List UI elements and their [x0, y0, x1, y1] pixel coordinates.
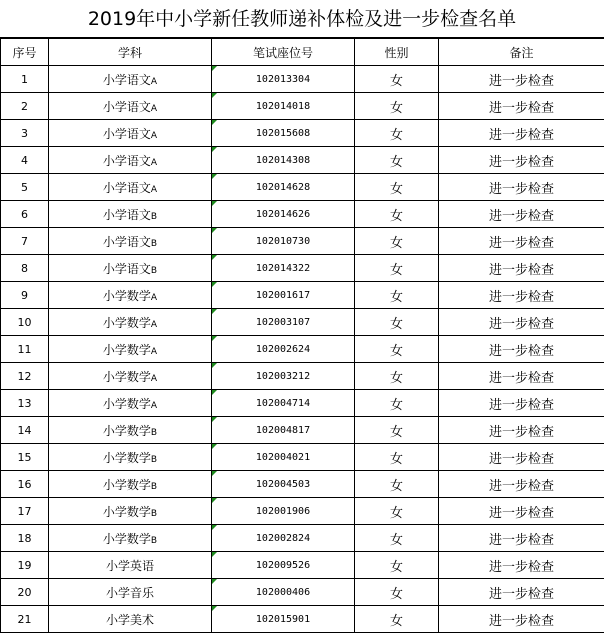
subject-text: 小学语文 [102, 261, 151, 276]
header-subject[interactable]: 学科 [49, 39, 212, 66]
subject-text: 小学美术 [105, 612, 154, 627]
subject-suffix: A [150, 184, 158, 195]
subject-text: 小学数学 [102, 450, 151, 465]
subject-text: 小学语文 [102, 153, 151, 168]
cell-subject[interactable] [49, 228, 212, 255]
cell-note[interactable]: 进一步检查 [439, 120, 604, 147]
cell-no[interactable]: 15 [1, 444, 49, 471]
table-row [1, 525, 604, 552]
table-row [1, 228, 604, 255]
cell-note[interactable]: 进一步检查 [439, 309, 604, 336]
cell-seat[interactable]: 102014628 [212, 174, 355, 201]
subject-suffix: A [150, 292, 158, 303]
subject-text: 小学语文 [102, 207, 151, 222]
cell-seat[interactable]: 102009526 [212, 552, 355, 579]
cell-seat[interactable]: 102014308 [212, 147, 355, 174]
table-row [1, 147, 604, 174]
table-row [1, 444, 604, 471]
header-gender[interactable]: 性别 [355, 39, 439, 66]
cell-seat[interactable]: 102015608 [212, 120, 355, 147]
cell-gender[interactable]: 女 [355, 336, 439, 363]
cell-no[interactable]: 11 [1, 336, 49, 363]
cell-no[interactable]: 7 [1, 228, 49, 255]
table-row [1, 309, 604, 336]
cell-note[interactable]: 进一步检查 [439, 471, 604, 498]
cell-seat[interactable]: 102001617 [212, 282, 355, 309]
cell-note[interactable]: 进一步检查 [439, 552, 604, 579]
subject-text: 小学语文 [102, 126, 151, 141]
table-row [1, 417, 604, 444]
cell-gender[interactable]: 女 [355, 147, 439, 174]
cell-subject[interactable] [49, 579, 212, 606]
subject-text: 小学数学 [102, 531, 151, 546]
cell-no[interactable]: 9 [1, 282, 49, 309]
cell-gender[interactable]: 女 [355, 363, 439, 390]
cell-subject[interactable] [49, 201, 212, 228]
table-row [1, 201, 604, 228]
subject-suffix: A [150, 103, 158, 114]
header-note[interactable]: 备注 [439, 39, 604, 66]
cell-subject[interactable] [49, 525, 212, 552]
cell-gender[interactable]: 女 [355, 174, 439, 201]
cell-seat[interactable]: 102004817 [212, 417, 355, 444]
cell-gender[interactable]: 女 [355, 309, 439, 336]
table-row [1, 336, 604, 363]
cell-gender[interactable]: 女 [355, 255, 439, 282]
cell-no[interactable]: 19 [1, 552, 49, 579]
cell-seat[interactable]: 102014322 [212, 255, 355, 282]
cell-seat[interactable]: 102000406 [212, 579, 355, 606]
table-row [1, 363, 604, 390]
cell-subject[interactable] [49, 282, 212, 309]
cell-gender[interactable]: 女 [355, 201, 439, 228]
subject-text: 小学语文 [102, 99, 151, 114]
cell-gender[interactable]: 女 [355, 552, 439, 579]
table-row [1, 174, 604, 201]
cell-note[interactable]: 进一步检查 [439, 201, 604, 228]
cell-subject[interactable] [49, 336, 212, 363]
cell-no[interactable]: 3 [1, 120, 49, 147]
table-row [1, 93, 604, 120]
cell-gender[interactable]: 女 [355, 93, 439, 120]
cell-gender[interactable]: 女 [355, 471, 439, 498]
cell-subject[interactable] [49, 255, 212, 282]
cell-gender[interactable]: 女 [355, 390, 439, 417]
cell-no[interactable]: 8 [1, 255, 49, 282]
subject-suffix: B [150, 481, 158, 492]
table-row [1, 606, 604, 633]
cell-seat[interactable]: 102004021 [212, 444, 355, 471]
subject-text: 小学音乐 [105, 585, 154, 600]
cell-seat[interactable]: 102004714 [212, 390, 355, 417]
cell-gender[interactable]: 女 [355, 417, 439, 444]
cell-subject[interactable] [49, 363, 212, 390]
subject-text: 小学英语 [105, 558, 154, 573]
cell-note[interactable]: 进一步检查 [439, 66, 604, 93]
cell-subject[interactable] [49, 309, 212, 336]
cell-subject[interactable] [49, 498, 212, 525]
cell-no[interactable]: 12 [1, 363, 49, 390]
subject-suffix: B [150, 265, 158, 276]
cell-no[interactable]: 6 [1, 201, 49, 228]
cell-gender[interactable]: 女 [355, 228, 439, 255]
table-row [1, 498, 604, 525]
header-no[interactable]: 序号 [1, 39, 49, 66]
cell-subject[interactable] [49, 444, 212, 471]
subject-suffix: A [150, 346, 158, 357]
table-row [1, 390, 604, 417]
cell-seat[interactable]: 102002824 [212, 525, 355, 552]
cell-subject[interactable] [49, 552, 212, 579]
cell-gender[interactable]: 女 [355, 498, 439, 525]
subject-suffix: A [150, 400, 158, 411]
cell-note[interactable]: 进一步检查 [439, 390, 604, 417]
cell-seat[interactable]: 102001906 [212, 498, 355, 525]
cell-seat[interactable]: 102004503 [212, 471, 355, 498]
cell-note[interactable]: 进一步检查 [439, 498, 604, 525]
cell-subject[interactable] [49, 120, 212, 147]
subject-suffix: A [150, 373, 158, 384]
table-row [1, 255, 604, 282]
cell-note[interactable]: 进一步检查 [439, 606, 604, 633]
cell-note[interactable]: 进一步检查 [439, 147, 604, 174]
cell-subject[interactable] [49, 93, 212, 120]
cell-note[interactable]: 进一步检查 [439, 579, 604, 606]
subject-suffix: B [150, 508, 158, 519]
cell-seat[interactable]: 102015901 [212, 606, 355, 633]
cell-note[interactable]: 进一步检查 [439, 363, 604, 390]
cell-no[interactable]: 18 [1, 525, 49, 552]
cell-note[interactable]: 进一步检查 [439, 282, 604, 309]
cell-no[interactable]: 2 [1, 93, 49, 120]
cell-gender[interactable]: 女 [355, 66, 439, 93]
table-row [1, 552, 604, 579]
cell-note[interactable]: 进一步检查 [439, 228, 604, 255]
subject-text: 小学数学 [102, 396, 151, 411]
cell-subject[interactable] [49, 606, 212, 633]
cell-gender[interactable]: 女 [355, 120, 439, 147]
cell-no[interactable]: 16 [1, 471, 49, 498]
cell-gender[interactable]: 女 [355, 579, 439, 606]
cell-seat[interactable]: 102013304 [212, 66, 355, 93]
table-row [1, 120, 604, 147]
sheet-title[interactable]: 2019年中小学新任教师递补体检及进一步检查名单 [0, 0, 604, 38]
cell-subject[interactable] [49, 66, 212, 93]
subject-suffix: B [150, 535, 158, 546]
table-row [1, 282, 604, 309]
subject-text: 小学数学 [102, 315, 151, 330]
cell-seat[interactable]: 102003107 [212, 309, 355, 336]
subject-suffix: B [150, 454, 158, 465]
subject-suffix: A [150, 76, 158, 87]
cell-note[interactable]: 进一步检查 [439, 255, 604, 282]
cell-subject[interactable] [49, 471, 212, 498]
cell-no[interactable]: 13 [1, 390, 49, 417]
cell-subject[interactable] [49, 417, 212, 444]
cell-seat[interactable]: 102010730 [212, 228, 355, 255]
cell-note[interactable]: 进一步检查 [439, 525, 604, 552]
cell-gender[interactable]: 女 [355, 606, 439, 633]
subject-text: 小学数学 [102, 504, 151, 519]
cell-seat[interactable]: 102002624 [212, 336, 355, 363]
exam-list-table [0, 38, 604, 633]
cell-subject[interactable] [49, 390, 212, 417]
header-seat[interactable]: 笔试座位号 [212, 39, 355, 66]
subject-suffix: A [150, 130, 158, 141]
subject-text: 小学数学 [102, 342, 151, 357]
cell-no[interactable]: 5 [1, 174, 49, 201]
cell-no[interactable]: 4 [1, 147, 49, 174]
subject-suffix: B [150, 211, 158, 222]
subject-text: 小学语文 [102, 180, 151, 195]
subject-suffix: B [150, 238, 158, 249]
cell-note[interactable]: 进一步检查 [439, 336, 604, 363]
cell-note[interactable]: 进一步检查 [439, 444, 604, 471]
cell-no[interactable]: 10 [1, 309, 49, 336]
subject-text: 小学数学 [102, 477, 151, 492]
cell-gender[interactable]: 女 [355, 525, 439, 552]
cell-gender[interactable]: 女 [355, 444, 439, 471]
table-row [1, 471, 604, 498]
subject-text: 小学数学 [102, 288, 151, 303]
cell-note[interactable]: 进一步检查 [439, 174, 604, 201]
cell-no[interactable]: 20 [1, 579, 49, 606]
cell-no[interactable]: 1 [1, 66, 49, 93]
cell-seat[interactable]: 102014018 [212, 93, 355, 120]
subject-text: 小学数学 [102, 423, 151, 438]
cell-note[interactable]: 进一步检查 [439, 93, 604, 120]
cell-no[interactable]: 17 [1, 498, 49, 525]
cell-subject[interactable] [49, 174, 212, 201]
cell-seat[interactable]: 102003212 [212, 363, 355, 390]
cell-no[interactable]: 21 [1, 606, 49, 633]
cell-seat[interactable]: 102014626 [212, 201, 355, 228]
cell-no[interactable]: 14 [1, 417, 49, 444]
subject-text: 小学数学 [102, 369, 151, 384]
subject-text: 小学语文 [102, 72, 151, 87]
subject-suffix: A [150, 157, 158, 168]
cell-note[interactable]: 进一步检查 [439, 417, 604, 444]
table-row [1, 579, 604, 606]
cell-gender[interactable]: 女 [355, 282, 439, 309]
header-row [1, 39, 604, 66]
subject-text: 小学语文 [102, 234, 151, 249]
subject-suffix: B [150, 427, 158, 438]
cell-subject[interactable] [49, 147, 212, 174]
subject-suffix: A [150, 319, 158, 330]
table-row [1, 66, 604, 93]
